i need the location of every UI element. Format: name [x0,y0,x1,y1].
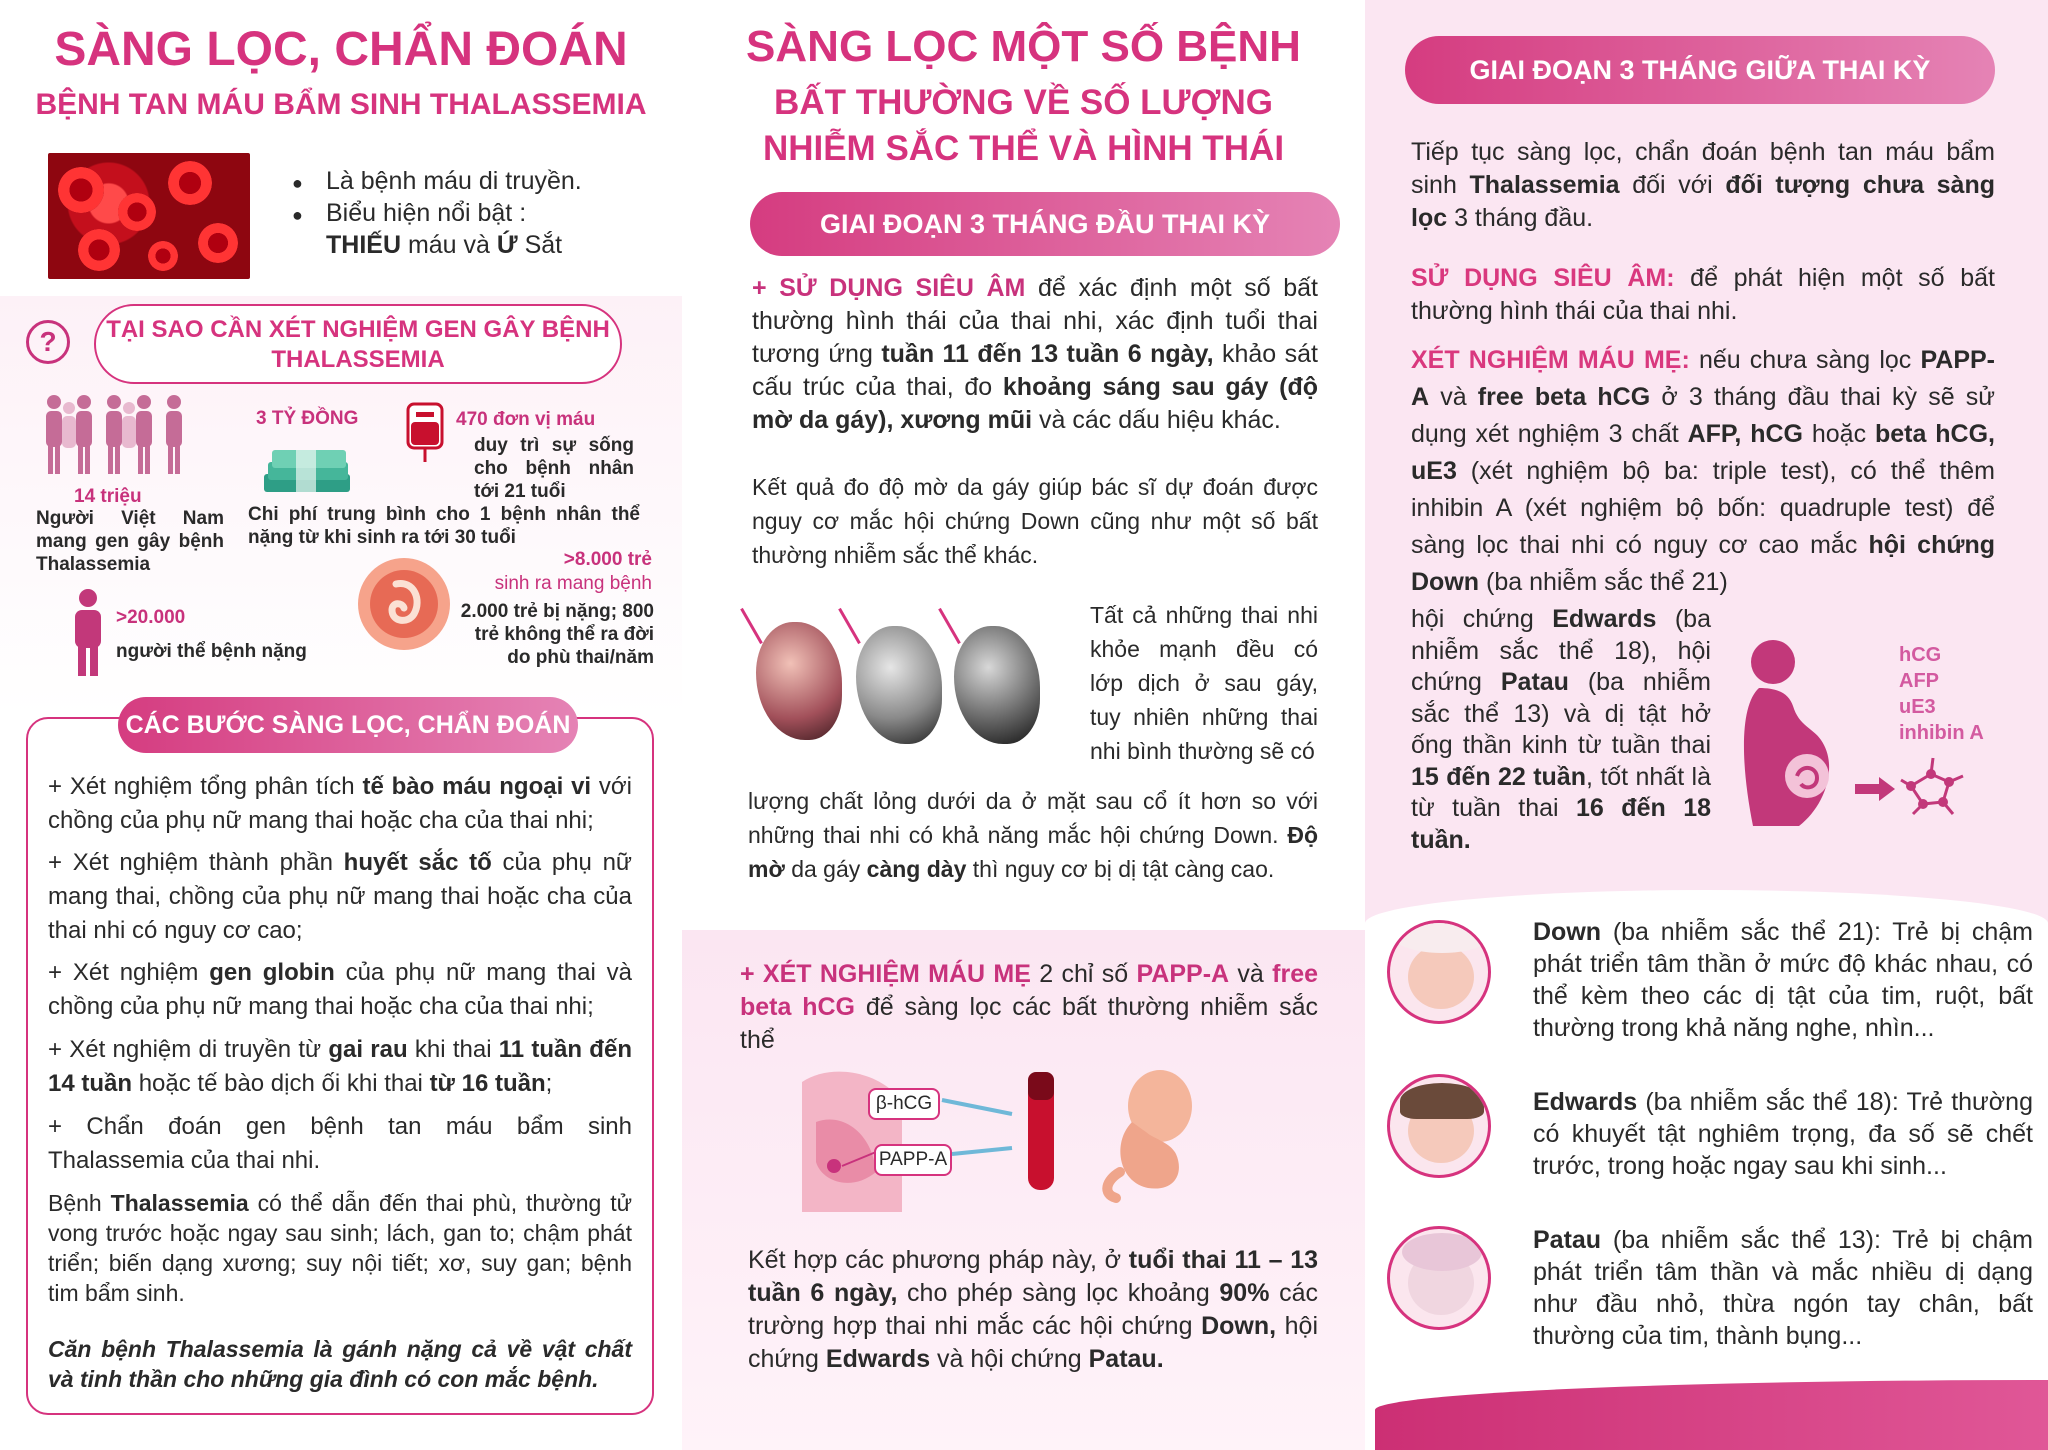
blood-markers-list [1899,642,2039,746]
second-trimester-heading: GIAI ĐOẠN 3 THÁNG GIỮA THAI KỲ [1405,36,1995,104]
arrow-right-icon [1853,776,1897,802]
edwards-syndrome-description: Edwards (ba nhiễm sắc thể 18): Trẻ thường có khuyết tật nghiêm trọng, đa số sẽ chết trước, trong hoặc ngay sau khi sinh... [1533,1088,2033,1180]
ultrasound-second-paragraph: SỬ DỤNG SIÊU ÂM: để phát hiện một số bất thường hình thái của thai nhi. [1411,264,1995,325]
ultrasound-paragraph: + SỬ DỤNG SIÊU ÂM để xác định một số bất thường hình thái của thai nhi, xác định tuổi thai tương ứng tuần 11 đến 13 tuần 6 ngày, khảo sát cấu trúc của thai, đo khoảng sáng sau gáy (độ mờ da gáy), xương mũi và các dấu hiệu khác. [752,274,1318,434]
stat-8000-value: >8.000 trẻ [563,549,652,570]
down-syndrome-baby-image [1387,920,1491,1024]
marker-hcg: hCG [1899,644,1942,666]
why-test-heading: TẠI SAO CẦN XÉT NGHIỆM GEN GÂY BỆNH THALASSEMIA [94,304,622,384]
edwards-patau-paragraph: hội chứng Edwards (ba nhiễm sắc thể 18), hội chứng Patau (ba nhiễm sắc thể 13) và dị tật hở ống thần kinh từ tuần thai 15 đến 22 tuần, tốt nhất là từ tuần thai 16 đến 18 tuần. [1411,605,1712,854]
step-hemoglobin-test: + Xét nghiệm thành phần huyết sắc tố của phụ nữ mang thai, chồng của phụ nữ mang thai hoặc cha của thai nhi có nguy cơ cao; [48,849,632,944]
thalassemia-column [0,0,682,1450]
down-syndrome-description: Down (ba nhiễm sắc thể 21): Trẻ bị chậm phát triển tâm thần ở mức độ khác nhau, có thể kèm theo các dị tật của tim, ruột, bất thường trong khả năng nghe, nhìn... [1533,918,2033,1042]
disease-consequences: Bệnh Thalassemia có thể dẫn đến thai phù, thường tử vong trước hoặc ngay sau sinh; lách, gan to; chậm phát triển; biến dạng xương; suy nội tiết; xơ, suy gan; bệnh tim bẩm sinh. [48,1190,632,1306]
thalassemia-subtitle: BỆNH TAN MÁU BẨM SINH THALASSEMIA [35,88,647,121]
step-blood-cell-test: + Xét nghiệm tổng phân tích tế bào máu ngoại vi với chồng của phụ nữ mang thai hoặc cha của thai nhi; [48,773,632,834]
stat-20000-text: người thể bệnh nặng [116,641,307,662]
molecule-icon [1897,752,1969,818]
beta-hcg-label: β-hCG [868,1088,940,1120]
stat-8000-subtext: sinh ra mang bệnh [494,573,652,594]
stat-8000-text: 2.000 trẻ bị nặng; 800 trẻ không thể ra đời do phù thai/năm [460,601,654,668]
combined-screening-paragraph: Kết hợp các phương pháp này, ở tuổi thai 11 – 13 tuần 6 ngày, cho phép sàng lọc khoảng 90% các trường hợp thai nhi mắc các hội chứng Down, hội chứng Edwards và hội chứng Patau. [748,1246,1319,1373]
continue-screening-paragraph: Tiếp tục sàng lọc, chẩn đoán bệnh tan máu bẩm sinh Thalassemia đối với đối tượng chưa sàng lọc 3 tháng đầu. [1411,138,1995,232]
blood-bag-icon [404,398,448,464]
maternal-blood-second-paragraph: XÉT NGHIỆM MÁU MẸ: nếu chưa sàng lọc PAPP-A và free beta hCG ở 3 tháng đầu thai kỳ sẽ sử dụng xét nghiệm 3 chất AFP, hCG hoặc beta hCG, uE3 (xét nghiệm bộ ba: triple test), có thể thêm inhibin A (xét nghiệm bộ bốn: quadruple test) để sàng lọc thai nhi có nguy cơ cao mắc hội chứng Down (ba nhiễm sắc thể 21) [1411,346,1996,596]
step-gene-diagnosis: + Chẩn đoán gen bệnh tan máu bẩm sinh Thalassemia của thai nhi. [48,1113,632,1174]
people-group-icon [40,392,196,480]
question-icon: ? [26,320,70,364]
chromosome-title-line2: BẤT THƯỜNG VỀ SỐ LƯỢNG NHIỄM SẮC THỂ VÀ HÌNH THÁI [762,83,1285,168]
patau-syndrome-baby-image [1387,1226,1491,1330]
pregnant-woman-icon [1729,636,1849,836]
stat-470-units-value: 470 đơn vị máu [456,409,596,430]
first-trimester-heading: GIAI ĐOẠN 3 THÁNG ĐẦU THAI KỲ [750,192,1340,256]
marker-afp: AFP [1899,670,1939,692]
stat-470-units-text: duy trì sự sống cho bệnh nhân tới 21 tuổi [474,435,634,502]
edwards-syndrome-baby-image [1387,1074,1491,1178]
nuchal-translucency-paragraph: Kết quả đo độ mờ da gáy giúp bác sĩ dự đoán được nguy cơ mắc hội chứng Down cũng như một số bất thường nhiễm sắc thể khác. [752,474,1318,568]
second-trimester-column [1365,0,2048,1450]
stat-14-million-text: Người Việt Nam mang gen gây bệnh Thalassemia [36,508,224,575]
burden-statement: Căn bệnh Thalassemia là gánh nặng cả về vật chất và tinh thần cho những gia đình có con mắc bệnh. [48,1336,632,1392]
stat-20000-value: >20.000 [116,607,186,628]
placenta-blood-test-illustration [792,1062,1212,1212]
list-item: ● Biểu hiện nổi bật : THIẾU máu và Ứ Sắt [292,197,632,261]
papp-a-label: PAPP-A [874,1144,952,1176]
ultrasound-fetus-images [742,606,1082,766]
maternal-blood-paragraph: + XÉT NGHIỆM MÁU MẸ 2 chỉ số PAPP-A và free beta hCG để sàng lọc các bất thường nhiễm sắc thể [740,960,1319,1054]
chromosome-title-line1: SÀNG LỌC MỘT SỐ BỆNH [746,22,1301,71]
marker-ue3: uE3 [1899,696,1936,718]
nuchal-risk-paragraph: lượng chất lỏng dưới da ở mặt sau cổ ít hơn so với những thai nhi có khả năng mắc hội chứng Down. Độ mờ da gáy càng dày thì nguy cơ bị dị tật càng cao. [748,788,1318,882]
list-item: ● Là bệnh máu di truyền. [292,165,632,197]
chromosome-screening-column [682,0,1365,1450]
patau-syndrome-description: Patau (ba nhiễm sắc thể 13): Trẻ bị chậm phát triển tâm thần và mắc nhiều dị dạng như đầu nhỏ, thừa ngón tay chân, bất thường của tim, thành bụng... [1533,1226,2033,1350]
patient-person-icon [70,588,106,678]
stat-3-billion-value: 3 TỶ ĐỒNG [256,408,359,429]
money-stack-icon [260,444,356,496]
thalassemia-title: SÀNG LỌC, CHẨN ĐOÁN [54,23,628,76]
marker-inhibin-a: inhibin A [1899,722,1984,744]
screening-steps-heading: CÁC BƯỚC SÀNG LỌC, CHẨN ĐOÁN [118,697,578,753]
stat-14-million-value: 14 triệu [74,486,142,507]
step-genetic-test: + Xét nghiệm di truyền từ gai rau khi thai 11 tuần đến 14 tuần hoặc tế bào dịch ối khi thai từ 16 tuần; [48,1036,632,1097]
step-globin-gene-test: + Xét nghiệm gen globin của phụ nữ mang thai và chồng của phụ nữ mang thai hoặc cha của thai nhi; [48,959,632,1020]
disease-facts-list [292,165,632,261]
embryo-icon [356,556,452,652]
stat-3-billion-text: Chi phí trung bình cho 1 bệnh nhân thể nặng từ khi sinh ra tới 30 tuổi [248,504,640,548]
nuchal-fluid-paragraph: Tất cả những thai nhi khỏe mạnh đều có lớp dịch ở sau gáy, tuy nhiên những thai nhi bình thường sẽ có [1090,602,1318,764]
fetus-illustration [1092,1062,1202,1212]
red-blood-cells-image [48,153,250,279]
